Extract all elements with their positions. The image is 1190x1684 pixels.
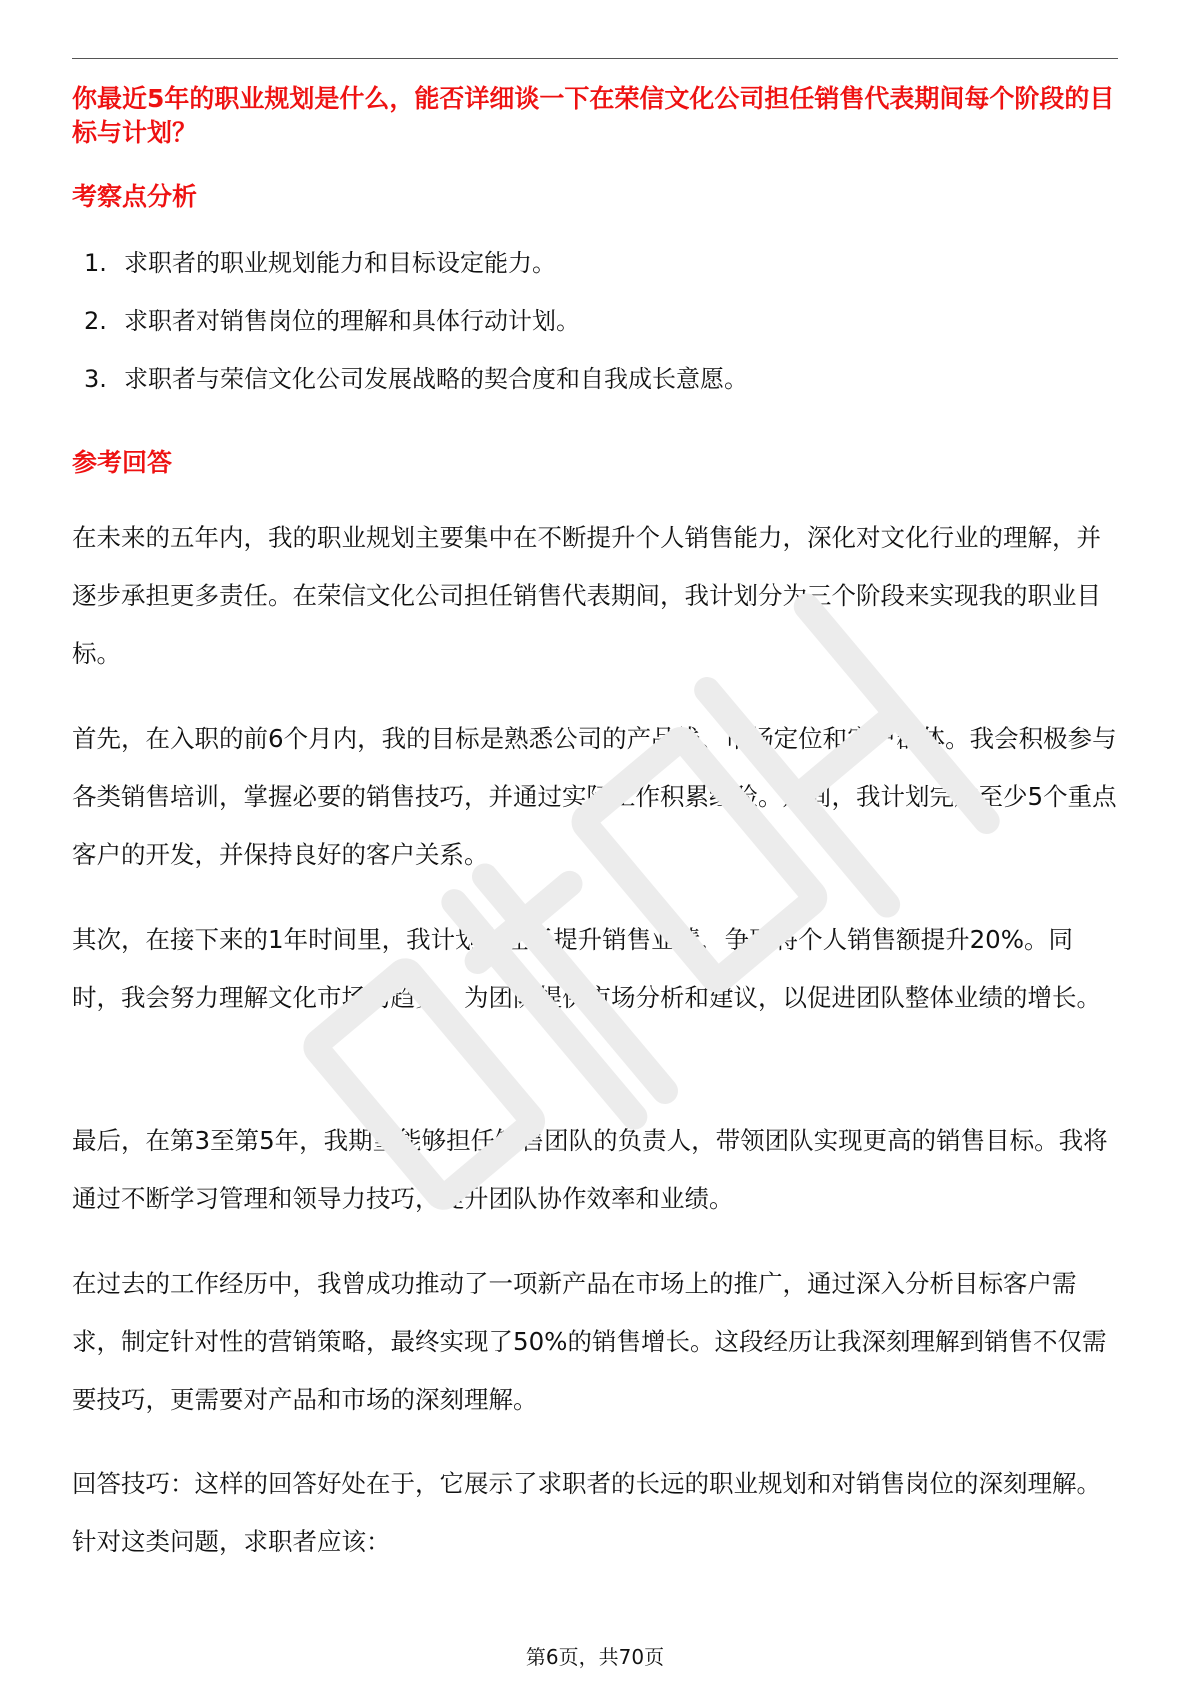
analysis-title: 考察点分析: [72, 182, 198, 211]
answer-paragraph: 在过去的工作经历中，我曾成功推动了一项新产品在市场上的推广，通过深入分析目标客户需求，制定针对性的营销策略，最终实现了50%的销售增长。这段经历让我深刻理解到销售不仅需要技巧，更需要对产品和市场的深刻理解。: [72, 1269, 1107, 1414]
point-number: 2.: [84, 307, 107, 335]
analysis-point: [84, 364, 748, 422]
point-number: 3.: [84, 365, 107, 393]
point-text: 求职者对销售岗位的理解和具体行动计划。: [124, 307, 580, 335]
answer-title: 参考回答: [72, 448, 173, 477]
analysis-point: [84, 248, 748, 306]
answer-paragraph: 最后，在第3至第5年，我期望能够担任销售团队的负责人，带领团队实现更高的销售目标。我将通过不断学习管理和领导力技巧，提升团队协作效率和业绩。: [72, 1126, 1108, 1213]
question-heading: 你最近5年的职业规划是什么，能否详细谈一下在荣信文化公司担任销售代表期间每个阶段的目标与计划？: [72, 84, 1115, 147]
page-footer: 第6页，共70页: [525, 1645, 665, 1669]
point-text: 求职者的职业规划能力和目标设定能力。: [124, 249, 556, 277]
answer-paragraph: 其次，在接下来的1年时间里，我计划专注于提升销售业绩，争取将个人销售额提升20%。同时，我会努力理解文化市场的趋势，为团队提供市场分析和建议，以促进团队整体业绩的增长。: [72, 925, 1101, 1012]
point-number: 1.: [84, 249, 107, 277]
analysis-points: [84, 248, 748, 422]
header-rule: [72, 58, 1118, 59]
point-text: 求职者与荣信文化公司发展战略的契合度和自我成长意愿。: [124, 365, 748, 393]
answer-tips: 回答技巧：这样的回答好处在于，它展示了求职者的长远的职业规划和对销售岗位的深刻理解。针对这类问题，求职者应该：: [72, 1469, 1101, 1556]
answer-paragraph: 首先，在入职的前6个月内，我的目标是熟悉公司的产品线、市场定位和客户群体。我会积极参与各类销售培训，掌握必要的销售技巧，并通过实际工作积累经验。期间，我计划完成至少5个重点客户的开发，并保持良好的客户关系。: [72, 724, 1117, 869]
analysis-point: [84, 306, 748, 364]
answer-paragraph: 在未来的五年内，我的职业规划主要集中在不断提升个人销售能力，深化对文化行业的理解，并逐步承担更多责任。在荣信文化公司担任销售代表期间，我计划分为三个阶段来实现我的职业目标。: [72, 523, 1101, 668]
